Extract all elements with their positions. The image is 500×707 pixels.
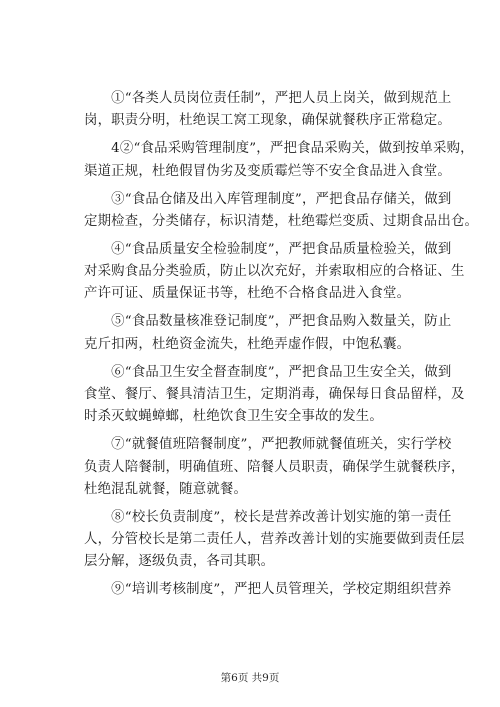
paragraph <box>84 239 465 306</box>
text-line: ⑧“校长负责制度”，校长是营养改善计划实施的第一责任 <box>84 509 452 525</box>
paragraph <box>84 434 465 501</box>
text-line: 克斤扣两，杜绝资金流失，杜绝弄虚作假，中饱私囊。 <box>84 336 411 352</box>
paragraph <box>84 189 479 234</box>
paragraph <box>84 579 452 601</box>
text-line: 人，分管校长是第二责任人，营养改善计划的实施要做到责任层 <box>84 532 465 548</box>
text-line: 岗，职责分明，杜绝误工窝工现象，确保就餐秩序正常稳定。 <box>84 113 451 129</box>
text-line: ⑦“就餐值班陪餐制度”，严把教师就餐值班关，实行学校 <box>84 437 452 453</box>
text-line: ⑨“培训考核制度”，严把人员管理关，学校定期组织营养 <box>84 582 452 598</box>
text-line: ④“食品质量安全检验制度”，严把食品质量检验关，做到 <box>84 241 452 257</box>
paragraph <box>84 88 452 133</box>
text-line: 负责人陪餐制，明确值班、陪餐人员职责，确保学生就餐秩序， <box>84 459 465 475</box>
text-line: 定期检查，分类储存，标识清楚，杜绝霉烂变质、过期食品出仓。 <box>84 213 479 229</box>
text-line: 食堂、餐厅、餐具清洁卫生，定期消毒，确保每日食品留样，及 <box>84 387 465 402</box>
text-line: ①“各类人员岗位责任制”，严把人员上岗关，做到规范上 <box>84 91 452 106</box>
document-body <box>84 88 479 607</box>
text-line: 层分解，逐级负责，各司其职。 <box>84 554 275 570</box>
text-line: ⑤“食品数量核准登记制度”，严把食品购入数量关，防止 <box>84 314 452 330</box>
text-line: ⑥“食品卫生安全督查制度”，严把食品卫生安全关，做到 <box>84 364 452 380</box>
text-line: 杜绝混乱就餐，随意就餐。 <box>84 481 248 497</box>
paragraph <box>84 311 452 356</box>
paragraph <box>84 362 465 429</box>
page-footer: 第6页 共9页 <box>220 672 280 684</box>
text-line: 产许可证、质量保证书等，杜绝不合格食品进入食堂。 <box>84 286 411 302</box>
text-line: 渠道正规，杜绝假冒伪劣及变质霉烂等不安全食品进入食堂。 <box>84 163 451 179</box>
paragraph <box>84 138 474 183</box>
text-line: ③“食品仓储及出入库管理制度”，严把食品存储关，做到 <box>84 191 452 207</box>
text-line: 4②“食品采购管理制度”，严把食品采购关，做到按单采购， <box>84 141 474 157</box>
text-line: 时杀灭蚊蝇蟑螂，杜绝饮食卫生安全事故的发生。 <box>84 409 383 425</box>
text-line: 对采购食品分类验质，防止以次充好，并索取相应的合格证、生 <box>84 264 465 280</box>
paragraph <box>84 507 465 574</box>
